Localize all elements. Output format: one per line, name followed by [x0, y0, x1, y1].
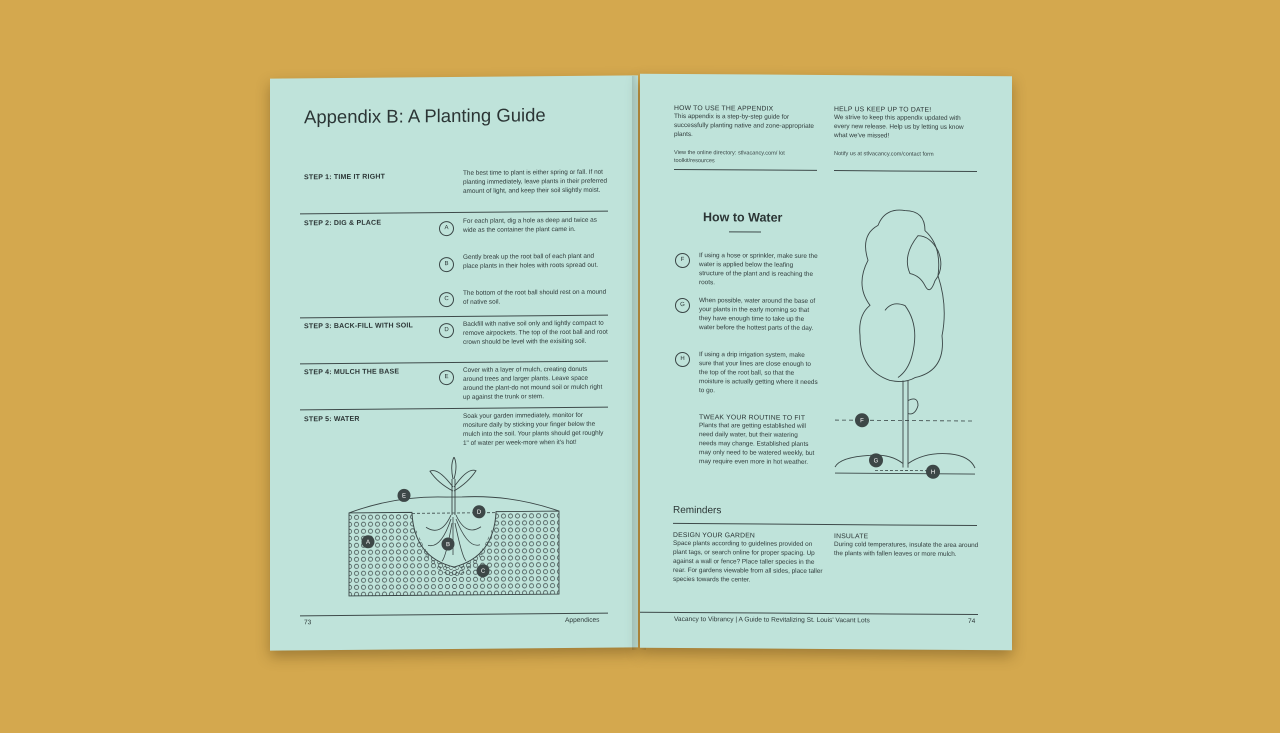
- diagram-marker-b: B: [445, 542, 451, 549]
- diagram-marker-h: H: [930, 469, 936, 476]
- sub-step-e-text: Cover with a layer of mulch, creating donuts around trees and larger plants. Leave space around the plant-do not mound soil or mulch right up against the trunk or stem.: [463, 365, 603, 401]
- page-number: 73: [304, 619, 312, 627]
- how-to-use-text: This appendix is a step-by-step guide for successfully planting native and zone-appropriate plants.: [674, 112, 814, 138]
- marker-d: D: [439, 323, 454, 338]
- book-title-footer: Vacancy to Vibrancy | A Guide to Revitalizing St. Louis' Vacant Lots: [674, 615, 870, 625]
- tree-diagram: [830, 205, 980, 486]
- marker-h: H: [675, 352, 690, 367]
- insulate-heading: INSULATE: [834, 533, 869, 541]
- diagram-marker-d: D: [476, 509, 482, 516]
- step-5-label: STEP 5: WATER: [304, 415, 360, 424]
- tweak-text: Plants that are getting established will need daily water, but their watering needs may change. Established plants may only need to be watered weekly, but may require even more in hot weather.: [699, 422, 815, 466]
- insulate-text: During cold temperatures, insulate the area around the plants with fallen leaves or more mulch.: [834, 541, 979, 558]
- footer-rule: [640, 612, 978, 615]
- divider: [300, 211, 608, 215]
- marker-e: E: [439, 370, 454, 385]
- left-page: [270, 75, 638, 650]
- page-number: 74: [968, 617, 976, 626]
- right-page: [640, 74, 1012, 651]
- help-us-text: We strive to keep this appendix updated with every new release. Help us by letting us know what we've missed!: [834, 114, 964, 140]
- diagram-marker-a: A: [365, 539, 371, 546]
- step-1-text: The best time to plant is either spring or fall. If not planting immediately, leave plants in their preferred amount of light, and keep their soil slightly moist.: [463, 168, 608, 195]
- how-to-use-heading: HOW TO USE THE APPENDIX: [674, 104, 774, 113]
- sub-step-c-text: The bottom of the root ball should rest on a mound of native soil.: [463, 288, 607, 306]
- step-4-label: STEP 4: MULCH THE BASE: [304, 368, 400, 377]
- step-1-label: STEP 1: TIME IT RIGHT: [304, 173, 386, 182]
- sub-step-a-text: For each plant, dig a hole as deep and twice as wide as the container the plant came in.: [463, 216, 597, 234]
- step-5-text: Soak your garden immediately, monitor for mositure daily by sticking your finger below the mulch into the soil. Your plants should get roughly 1" of water per week-more when it's hot!: [463, 411, 604, 447]
- marker-c: C: [439, 292, 454, 307]
- step-2-label: STEP 2: DIG & PLACE: [304, 219, 382, 228]
- divider: [834, 170, 977, 172]
- sub-step-d-text: Backfill with native soil only and lightly compact to remove airpockets. The top of the root ball and root crown should be level with the exisiting soil.: [463, 319, 608, 346]
- marker-a: A: [439, 221, 454, 236]
- title-underline: [729, 231, 761, 232]
- directory-link[interactable]: View the online directory: stlvacancy.com/ lot toolkit/resources: [674, 149, 785, 164]
- diagram-marker-c: C: [480, 568, 486, 575]
- footer-rule: [300, 613, 608, 617]
- divider: [300, 407, 608, 411]
- tweak-heading: TWEAK YOUR ROUTINE TO FIT: [699, 414, 806, 422]
- divider: [674, 169, 817, 171]
- diagram-marker-g: G: [873, 458, 879, 465]
- water-item-g-text: When possible, water around the base of your plants in the early morning so that they have enough time to take up the water before the hottest parts of the day.: [699, 297, 816, 332]
- page-title: Appendix B: A Planting Guide: [304, 104, 546, 128]
- help-us-heading: HELP US KEEP UP TO DATE!: [834, 106, 932, 114]
- marker-f: F: [675, 253, 690, 268]
- divider: [300, 361, 608, 365]
- planting-diagram: [346, 456, 566, 606]
- diagram-marker-f: F: [860, 418, 864, 425]
- marker-b: B: [439, 257, 454, 272]
- design-text: Space plants according to guidelines provided on plant tags, or search online for proper spacing. Up against a wall or fence? Place taller species in the rear. For gardens viewable from all sides, place taller species towards the center.: [673, 539, 823, 584]
- contact-link[interactable]: Notify us at stlvacancy.com/contact form: [834, 151, 934, 158]
- water-item-f-text: If using a hose or sprinkler, make sure the water is applied below the leafing structure of the plant and is reaching the roots.: [699, 252, 818, 286]
- step-3-label: STEP 3: BACK-FILL WITH SOIL: [304, 322, 413, 331]
- how-to-water-title: How to Water: [703, 210, 783, 225]
- section-name: Appendices: [565, 616, 600, 625]
- diagram-marker-e: E: [401, 493, 407, 500]
- design-heading: DESIGN YOUR GARDEN: [673, 531, 756, 540]
- reminders-title: Reminders: [673, 504, 722, 517]
- sub-step-b-text: Gently break up the root ball of each plant and place plants in their holes with roots spread out.: [463, 252, 598, 270]
- divider: [300, 315, 608, 319]
- marker-g: G: [675, 298, 690, 313]
- water-item-h-text: If using a drip irrigation system, make sure that your lines are close enough to the top of the root ball, so that the moisture is actually getting where it needs to go.: [699, 351, 818, 394]
- divider: [673, 523, 977, 526]
